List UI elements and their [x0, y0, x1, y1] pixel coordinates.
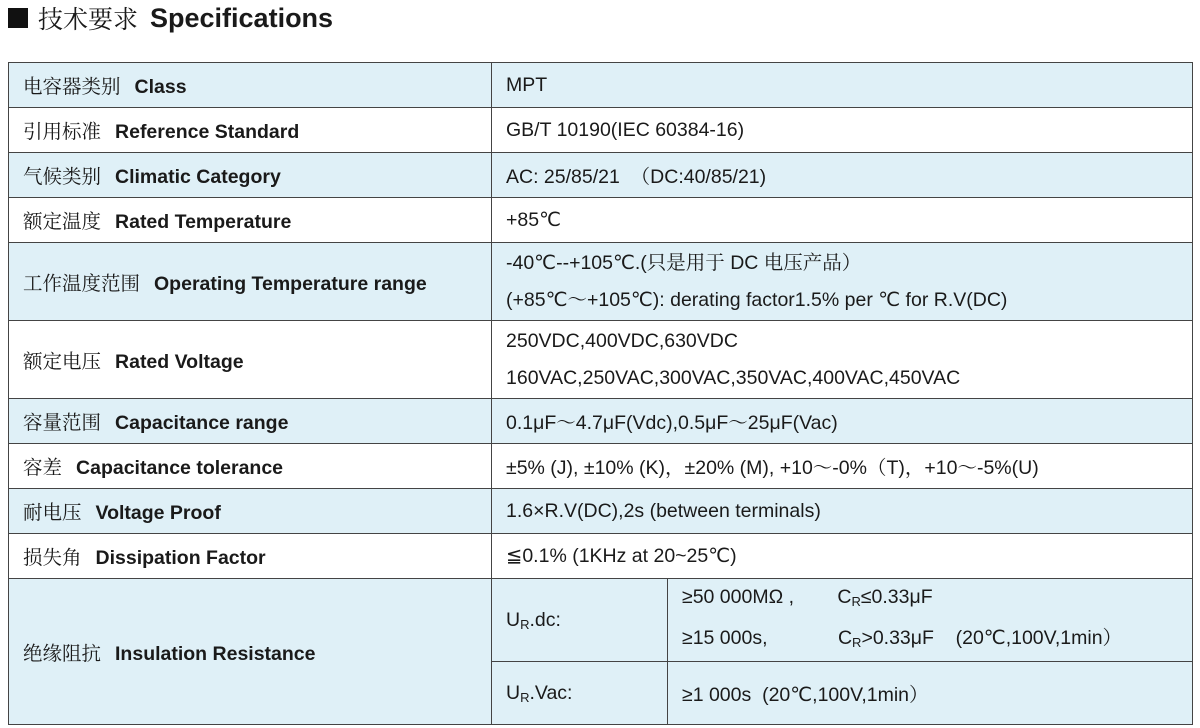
spec-row-reference-standard: 引用标准 Reference Standard GB/T 10190(IEC 60384-16) [9, 108, 1193, 153]
insulation-vac-value: ≥1 000s (20℃,100V,1min） [668, 662, 1193, 725]
spec-value: AC: 25/85/21 （DC:40/85/21) [492, 153, 1193, 198]
spec-row-operating-temperature: 工作温度范围 Operating Temperature range -40℃--+105℃.(只是用于 DC 电压产品） (+85℃～+105℃): derating factor1.5% per ℃ for R.V(DC) [9, 243, 1193, 321]
spec-row-climatic-category: 气候类别 Climatic Category AC: 25/85/21 （DC:40/85/21) [9, 153, 1193, 198]
spec-row-insulation-dc [9, 579, 1193, 662]
spec-value: +85℃ [492, 198, 1193, 243]
spec-value: 250VDC,400VDC,630VDC 160VAC,250VAC,300VAC,350VAC,400VAC,450VAC [492, 321, 1193, 399]
insulation-label: 绝缘阻抗 Insulation Resistance [9, 579, 492, 725]
spec-value: MPT [492, 63, 1193, 108]
spec-value: ±5% (J), ±10% (K)，±20% (M), +10～-0%（T)，+10～-5%(U) [492, 444, 1193, 489]
insulation-dc-value: ≥50 000MΩ , $C_R\le 0.33\mu F$ ≥15 000s, $C_R>0.33\mu F$ (20℃,100V,1min） [668, 579, 1193, 662]
spec-row-rated-temperature: 额定温度 Rated Temperature +85℃ [9, 198, 1193, 243]
insulation-dc-label: $U_R.dc$: [492, 579, 668, 662]
insulation-vac-label: $U_R.Vac$: [492, 662, 668, 725]
spec-value: 1.6×R.V(DC),2s (between terminals) [492, 489, 1193, 534]
spec-value: GB/T 10190(IEC 60384-16) [492, 108, 1193, 153]
spec-value: -40℃--+105℃.(只是用于 DC 电压产品） (+85℃～+105℃): derating factor1.5% per ℃ for R.V(DC) [492, 243, 1193, 321]
page-heading [8, 2, 333, 34]
spec-row-dissipation-factor: 损失角 Dissipation Factor ≦0.1% (1KHz at 20~25℃) [9, 534, 1193, 579]
spec-row-voltage-proof: 耐电压 Voltage Proof 1.6×R.V(DC),2s (between terminals) [9, 489, 1193, 534]
heading-chinese: 技术要求 [38, 5, 139, 34]
square-bullet-icon [8, 8, 28, 28]
spec-row-class: 电容器类别 Class MPT [9, 63, 1193, 108]
spec-value: ≦0.1% (1KHz at 20~25℃) [492, 534, 1193, 579]
heading-english: Specifications [150, 2, 334, 33]
specifications-table [8, 62, 1193, 725]
spec-row-capacitance-tolerance: 容差 Capacitance tolerance ±5% (J), ±10% (K)，±20% (M), +10～-0%（T)，+10～-5%(U) [9, 444, 1193, 489]
spec-row-rated-voltage: 额定电压 Rated Voltage 250VDC,400VDC,630VDC 160VAC,250VAC,300VAC,350VAC,400VAC,450VAC [9, 321, 1193, 399]
spec-row-capacitance-range: 容量范围 Capacitance range 0.1μF～4.7μF(Vdc),0.5μF～25μF(Vac) [9, 399, 1193, 444]
spec-value: 0.1μF～4.7μF(Vdc),0.5μF～25μF(Vac) [492, 399, 1193, 444]
